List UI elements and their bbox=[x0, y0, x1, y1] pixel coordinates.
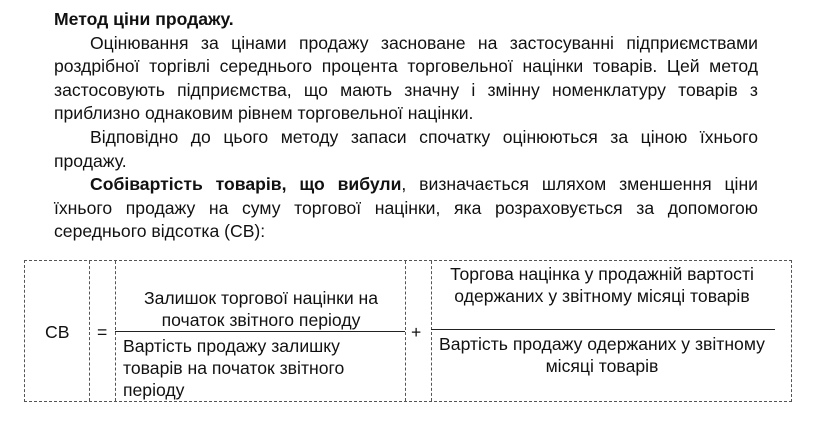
fraction-2-denominator: Вартість продажу одержаних у звітному місяці товарів bbox=[439, 334, 765, 376]
paragraph-3-rest: , визначається шляхом зменшення ціни їхнього продажу на суму торгової націнки, яка розраховується за допомогою середнього відсотка (СВ): bbox=[54, 174, 758, 242]
formula-table bbox=[24, 260, 792, 402]
section-heading: Метод ціни продажу. bbox=[54, 9, 234, 29]
fraction-1-numerator: Залишок торгової націнки на початок звітного періоду bbox=[143, 288, 379, 330]
formula-divider-3 bbox=[405, 261, 406, 401]
fraction-1-denominator: Вартість продажу залишку товарів на початок звітного періоду bbox=[123, 336, 345, 400]
formula-divider-1 bbox=[89, 261, 90, 401]
fraction-2-numerator: Торгова націнка у продажній вартості одержаних у звітному місяці товарів bbox=[450, 264, 754, 306]
fraction-2-bar bbox=[431, 329, 775, 330]
formula-plus-sign: + bbox=[411, 322, 422, 342]
paragraph-3 bbox=[54, 173, 758, 244]
text-block bbox=[54, 8, 758, 244]
fraction-1-bar bbox=[115, 331, 405, 332]
paragraph-3-bold: Собівартість товарів, що вибули bbox=[90, 174, 402, 195]
paragraph-1: Оцінювання за цінами продажу засноване на застосуванні підприємствами роздрібної торгівлі середнього процента торговельної націнки товарів. Цей метод застосовують підприємства, що мають значну і змінну номенклатуру товарів з приблизно однаковим рівнем торговельної націнки. bbox=[54, 32, 758, 124]
paragraph-2: Відповідно до цього методу запаси спочатку оцінюються за ціною їхнього продажу. bbox=[54, 126, 758, 171]
formula-lhs: СВ bbox=[45, 322, 70, 342]
formula-divider-4 bbox=[431, 261, 432, 401]
formula-equals-sign: = bbox=[97, 322, 108, 342]
